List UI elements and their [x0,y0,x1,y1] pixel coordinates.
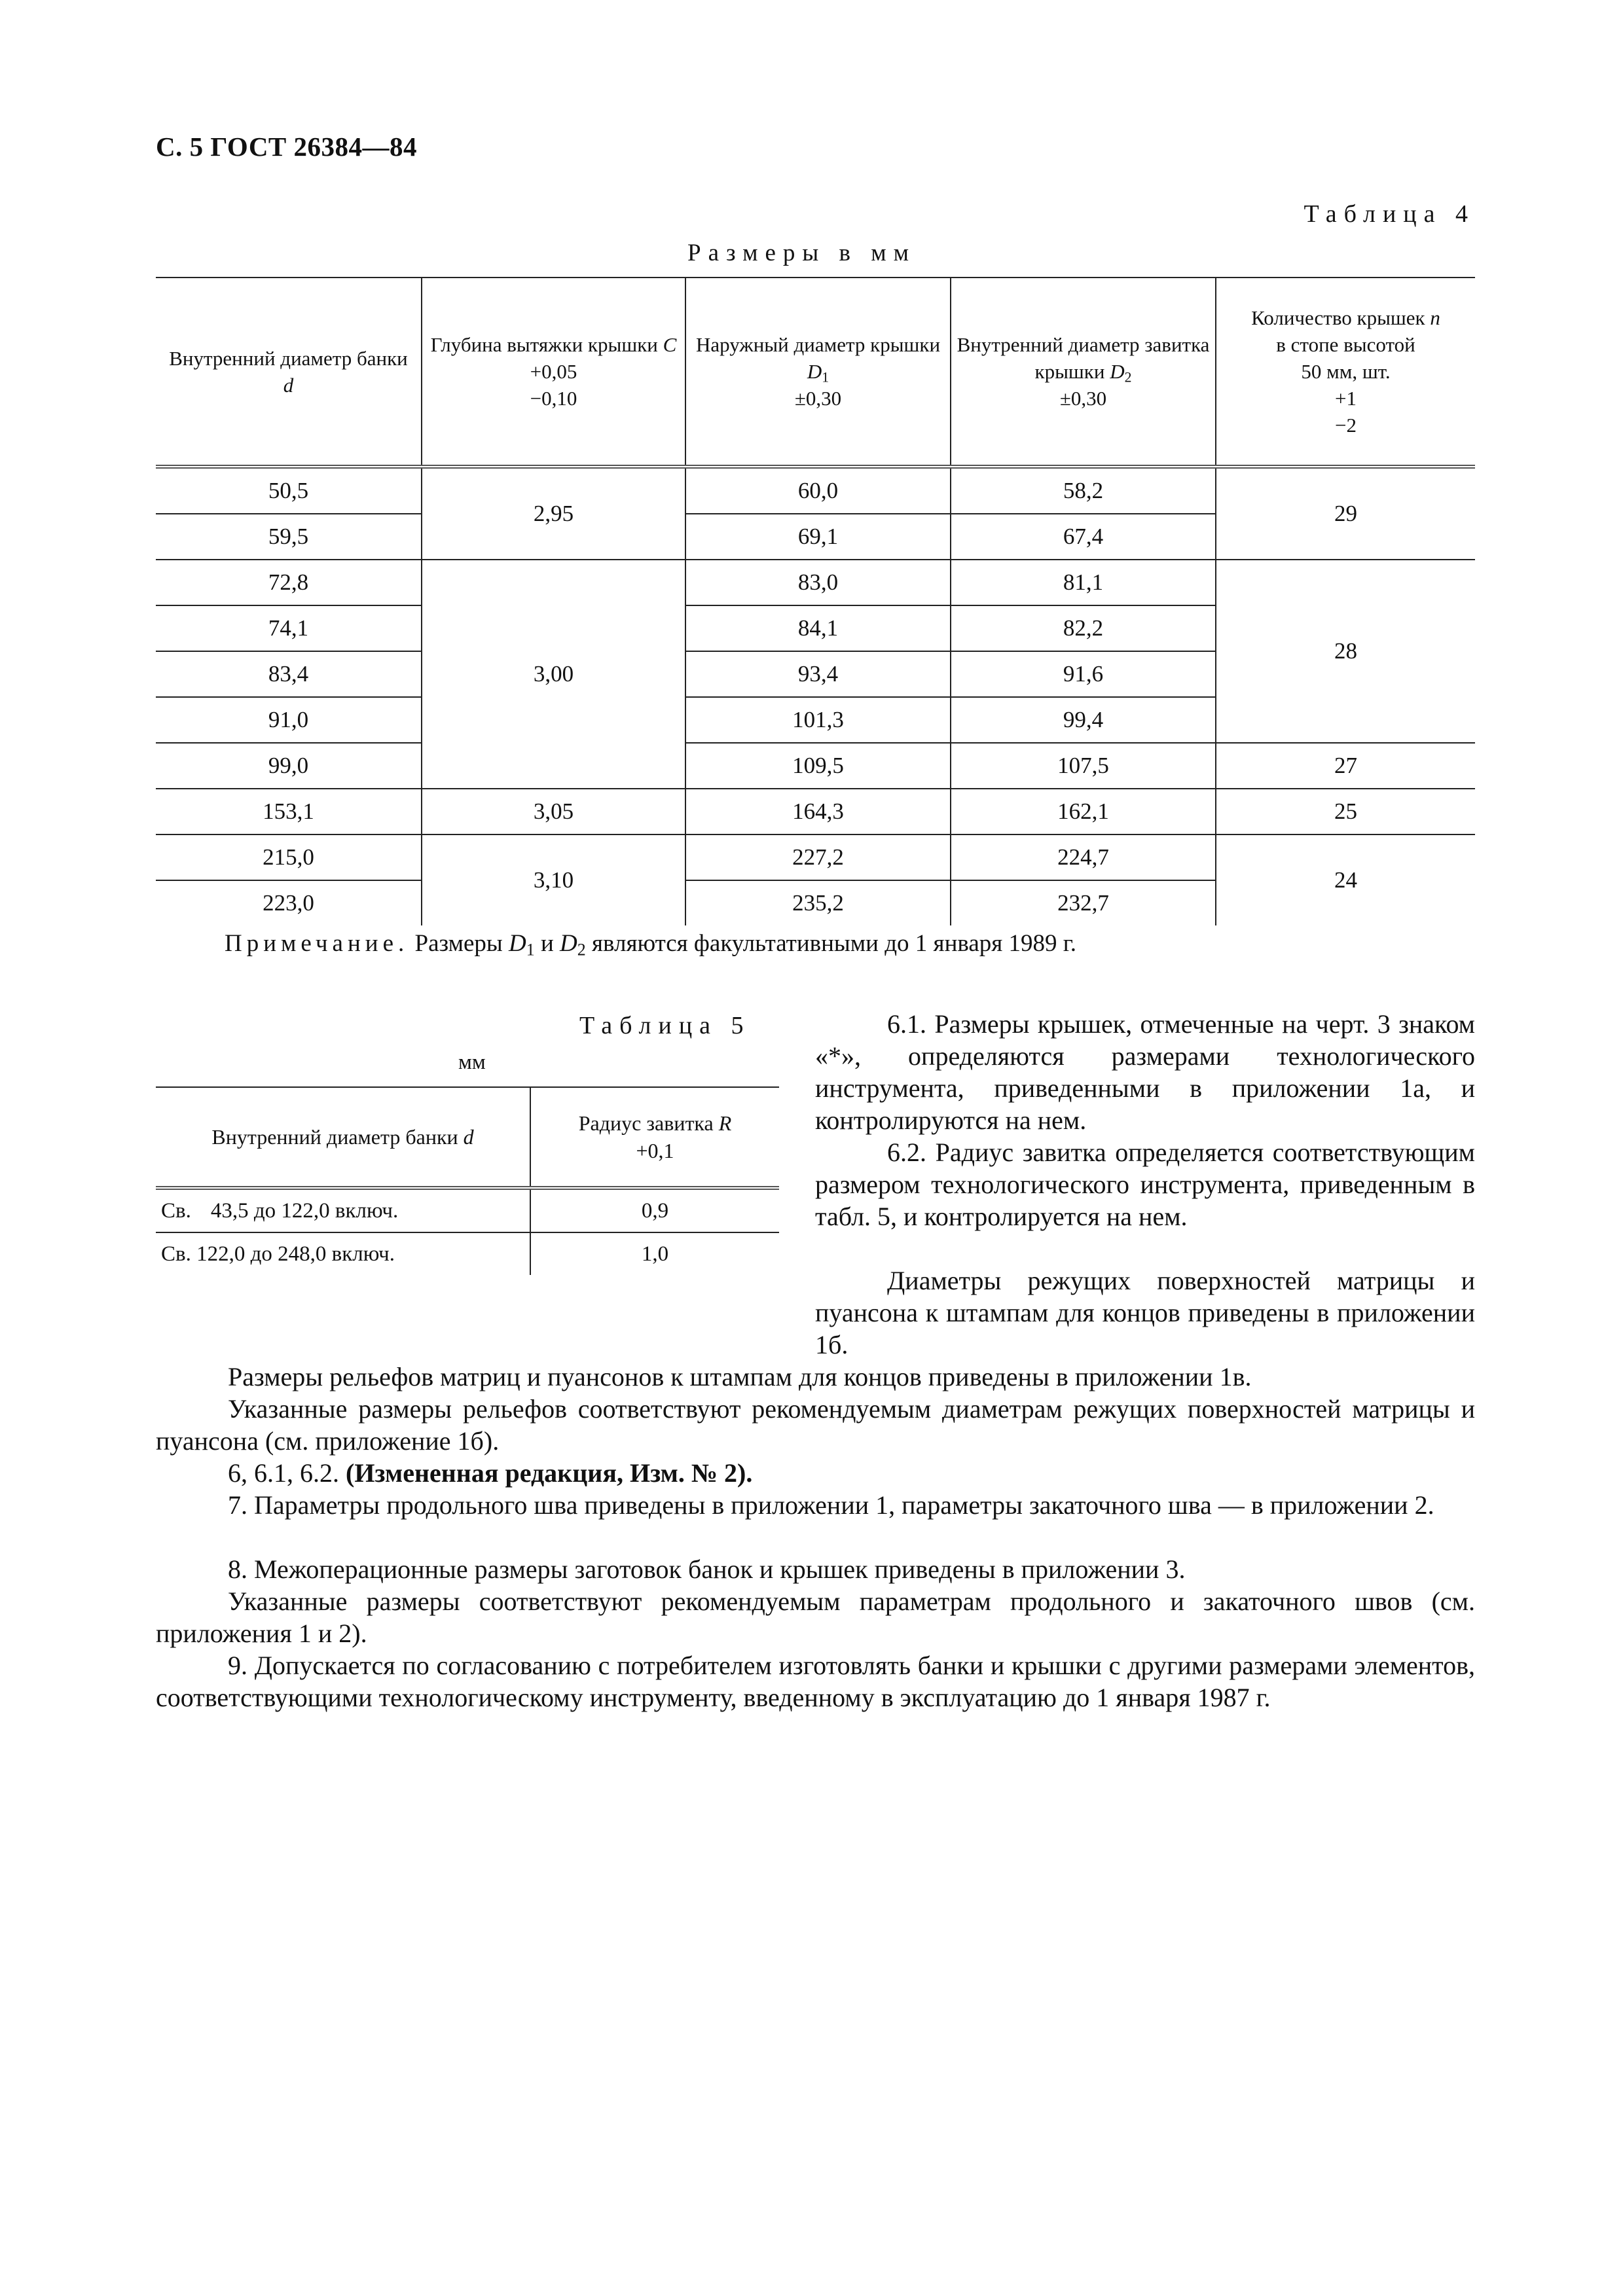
cell-d1: 69,1 [685,514,951,560]
table-row [156,743,1475,789]
cell-n: 28 [1216,560,1475,743]
table5-units: мм [458,1050,486,1074]
table4-units: Размеры в мм [687,240,917,266]
cell-radius: 1,0 [530,1232,779,1275]
cell-c: 2,95 [422,467,685,560]
table-row [156,834,1475,880]
cell-d: 72,8 [156,560,422,605]
cell-d: 59,5 [156,514,422,560]
cell-radius: 0,9 [530,1188,779,1232]
paragraph-8-note: Указанные размеры соответствуют рекомендуемым параметрам продольного и закаточного швов (см. приложения 1 и 2). [156,1587,1475,1648]
table-row [156,467,1475,514]
table-row [156,560,1475,605]
cell-d1: 101,3 [685,697,951,743]
table-row [156,1232,779,1275]
paragraph-6-1: 6.1. Размеры крышек, отмеченные на черт. 3 знаком «*», определяются размерами технологического инструмента, приведенными в приложении 1а, и контролируются на нем. [815,1009,1475,1135]
t4-col-d: Внутренний диаметр банки d [156,278,422,467]
table4-note: Примечание. Размеры $D_1$ и $D_2$ являются факультативными до 1 января 1989 г. [225,930,1077,960]
cell-c: 3,05 [422,789,685,834]
paragraph-reliefs: Размеры рельефов матриц и пуансонов к штампам для концов приведены в приложении 1в. [228,1362,1252,1391]
table-row [156,1188,779,1232]
cell-d2: 81,1 [951,560,1216,605]
t5-col-radius: Радиус завитка R +0,1 [530,1087,779,1188]
cell-d1: 235,2 [685,880,951,925]
cell-d: 74,1 [156,605,422,651]
cell-d1: 60,0 [685,467,951,514]
paragraph-8: 8. Межоперационные размеры заготовок банок и крышек приведены в приложении 3. [228,1554,1186,1584]
cell-d2: 162,1 [951,789,1216,834]
cell-d: 215,0 [156,834,422,880]
cell-d: 91,0 [156,697,422,743]
table5-label: Таблица 5 [579,1012,751,1039]
cell-n: 27 [1216,743,1475,789]
page-header: С. 5 ГОСТ 26384—84 [156,132,418,162]
t5-col-diameter: Внутренний диаметр банки d [156,1087,530,1188]
t4-col-c: Глубина вытяжки крышки C +0,05 −0,10 [422,278,685,467]
cell-d2: 67,4 [951,514,1216,560]
paragraph-diameters: Диаметры режущих поверхностей матрицы и пуансона к штампам для концов приведены в приложении 1б. [815,1266,1475,1359]
cell-d1: 84,1 [685,605,951,651]
cell-d2: 58,2 [951,467,1216,514]
cell-d1: 109,5 [685,743,951,789]
t4-col-n: Количество крышек n в стопе высотой 50 мм, шт. +1 −2 [1216,278,1475,467]
t4-col-d1: Наружный диаметр крышки $D_1$ ±0,30 [685,278,951,467]
cell-d2: 91,6 [951,651,1216,697]
table5-header-row [156,1087,779,1188]
table-row [156,789,1475,834]
cell-range: Св. 122,0 до 248,0 включ. [156,1232,530,1275]
cell-d1: 164,3 [685,789,951,834]
table4-label: Таблица 4 [1304,200,1475,228]
cell-d2: 107,5 [951,743,1216,789]
cell-n: 24 [1216,834,1475,925]
cell-d: 99,0 [156,743,422,789]
cell-n: 29 [1216,467,1475,560]
cell-d: 223,0 [156,880,422,925]
cell-range: Св. 43,5 до 122,0 включ. [156,1188,530,1232]
cell-d2: 82,2 [951,605,1216,651]
cell-d1: 83,0 [685,560,951,605]
cell-d2: 232,7 [951,880,1216,925]
cell-d: 50,5 [156,467,422,514]
paragraph-reliefs-note: Указанные размеры рельефов соответствуют рекомендуемым диаметрам режущих поверхностей матрицы и пуансона (см. приложение 1б). [156,1394,1475,1456]
cell-d1: 93,4 [685,651,951,697]
cell-c: 3,10 [422,834,685,925]
cell-n: 25 [1216,789,1475,834]
paragraph-9: 9. Допускается по согласованию с потребителем изготовлять банки и крышки с другими размерами элементов, соответствующими технологическому инструменту, введенному в эксплуатацию до 1 января 1987 г. [156,1651,1475,1712]
table-4 [156,277,1475,925]
cell-d: 153,1 [156,789,422,834]
cell-d1: 227,2 [685,834,951,880]
t4-col-d2: Внутренний диаметр завитка крышки $D_2$ ±0,30 [951,278,1216,467]
cell-d2: 99,4 [951,697,1216,743]
cell-c: 3,00 [422,560,685,789]
paragraph-6-2: 6.2. Радиус завитка определяется соответствующим размером технологического инструмента, приведенным в табл. 5, и контролируется на нем. [815,1138,1475,1231]
cell-d: 83,4 [156,651,422,697]
paragraph-7: 7. Параметры продольного шва приведены в приложении 1, параметры закаточного шва — в приложении 2. [228,1490,1434,1520]
table4-header-row [156,278,1475,467]
table-5 [156,1086,779,1275]
paragraph-amendment: 6, 6.1, 6.2. (Измененная редакция, Изм. № 2). [228,1458,753,1488]
cell-d2: 224,7 [951,834,1216,880]
